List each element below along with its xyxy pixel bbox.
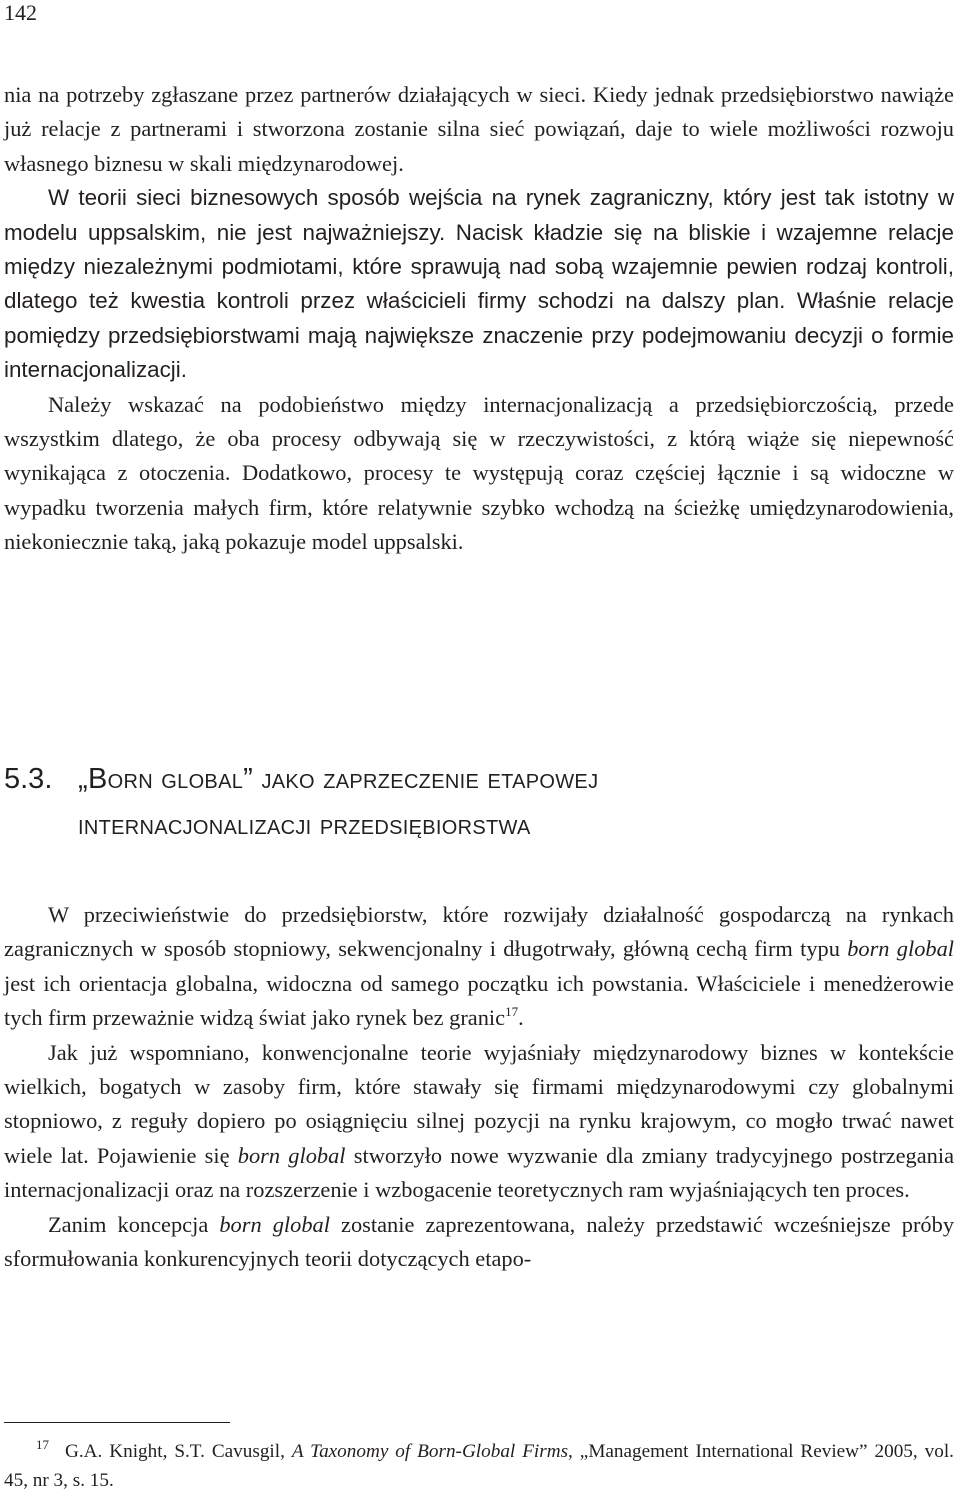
paragraph: nia na potrzeby zgłaszane przez partnerów działających w sieci. Kiedy jednak przedsiębiorstwo nawiąże już relacje z partnerami i stworzona zostanie silna sieć powiązań, daje to wiele możliwości rozwoju własnego biznesu w skali międzynarodowej.	[4, 82, 954, 176]
text-span: Jak już wspomniano, konwencjonalne teorie wyjaśniały międzynarodowy biznes w kontekście wielkich, bogatych w zasoby firm, które stawały się firmami międzynarodowymi czy globalnymi stopniowo, z reguły dopiero po osiągnięciu silnej pozycji na rynku krajowym, co mogło trwać nawet wiele lat. Pojawienie się	[4, 1039, 954, 1168]
footnote-mark: 17	[36, 1437, 49, 1452]
text-span: jest ich orientacja globalna, widoczna od samego początku ich powstania. Właściciele i menedżerowie tych firm przeważnie widzą świat jako rynek bez granic	[4, 970, 954, 1031]
footnote-text: , „Management International Review” 2005, vol. 45, nr 3, s. 15.	[4, 1441, 954, 1491]
text-span: W przeciwieństwie do przedsiębiorstw, które rozwijały działalność gospodarczą na rynkach zagranicznych w sposób stopniowy, sekwencjonalny i długotrwały, główną cechą firm typu	[4, 902, 954, 962]
text-span: zostanie zaprezentowana, należy przedstawić wcześniejsze próby sformułowania konkurencyjnych teorii dotyczących etapo-	[4, 1211, 955, 1272]
text-span: Nacisk kładzie się na bliskie i wzajemne relacje między niezależnymi podmiotami, które sprawują nad sobą wzajemnie pewien rodzaj kontroli, dlatego też kwestia kontroli przez właścicieli firmy schodzi na dalszy plan. Właśnie relacje pomiędzy przedsiębiorstwami mają największe znaczenie przy podejmowaniu decyzji o formie internacjonalizacji.	[4, 219, 954, 383]
italic-term: born global	[219, 1211, 330, 1237]
text-block-1	[4, 78, 954, 560]
paragraph	[4, 181, 954, 387]
text-span: W teorii sieci biznesowych sposób wejścia na rynek zagraniczny, który jest tak istotny w modelu uppsalskim, nie jest najważniejszy.	[4, 185, 954, 245]
footnote-title: A Taxonomy of Born-Global Firms	[291, 1441, 569, 1462]
paragraph	[4, 1036, 954, 1208]
paragraph	[4, 898, 954, 1036]
section-title-line-1: „Born global” jako zaprzeczenie etapowej	[78, 763, 599, 795]
page-number: 142	[4, 0, 37, 25]
italic-term: born global	[847, 936, 955, 962]
text-span: .	[518, 1005, 524, 1031]
paragraph	[4, 1208, 954, 1277]
footnote-divider	[4, 1422, 230, 1423]
section-title-line-2: internacjonalizacji przedsiębiorstwa	[78, 809, 531, 841]
section-heading	[4, 756, 954, 848]
text-span: Zanim koncepcja	[48, 1211, 220, 1237]
footnote-reference[interactable]: 17	[505, 1004, 519, 1020]
text-block-2	[4, 898, 954, 1276]
footnote	[4, 1431, 954, 1495]
italic-term: born global	[237, 1142, 346, 1168]
paragraph: Należy wskazać na podobieństwo między internacjonalizacją a przedsiębiorczością, przede wszystkim dlatego, że oba procesy odbywają się w rzeczywistości, z którą wiąże się niepewność wynikająca z otoczenia. Dodatkowo, procesy te występują coraz częściej łącznie i są widoczne w wypadku tworzenia małych firm, które relatywnie szybko wchodzą na ścieżkę umiędzynarodowienia, niekoniecznie taką, jaką pokazuje model uppsalski.	[4, 391, 954, 555]
text-span: stworzyło nowe wyzwanie dla zmiany tradycyjnego postrzegania internacjonalizacji oraz na rozszerzenie i wzbogacenie teoretycznych ram wyjaśniających ten proces.	[4, 1142, 955, 1203]
section-number: 5.3.	[4, 763, 53, 795]
footnote-text: G.A. Knight, S.T. Cavusgil,	[65, 1441, 292, 1462]
